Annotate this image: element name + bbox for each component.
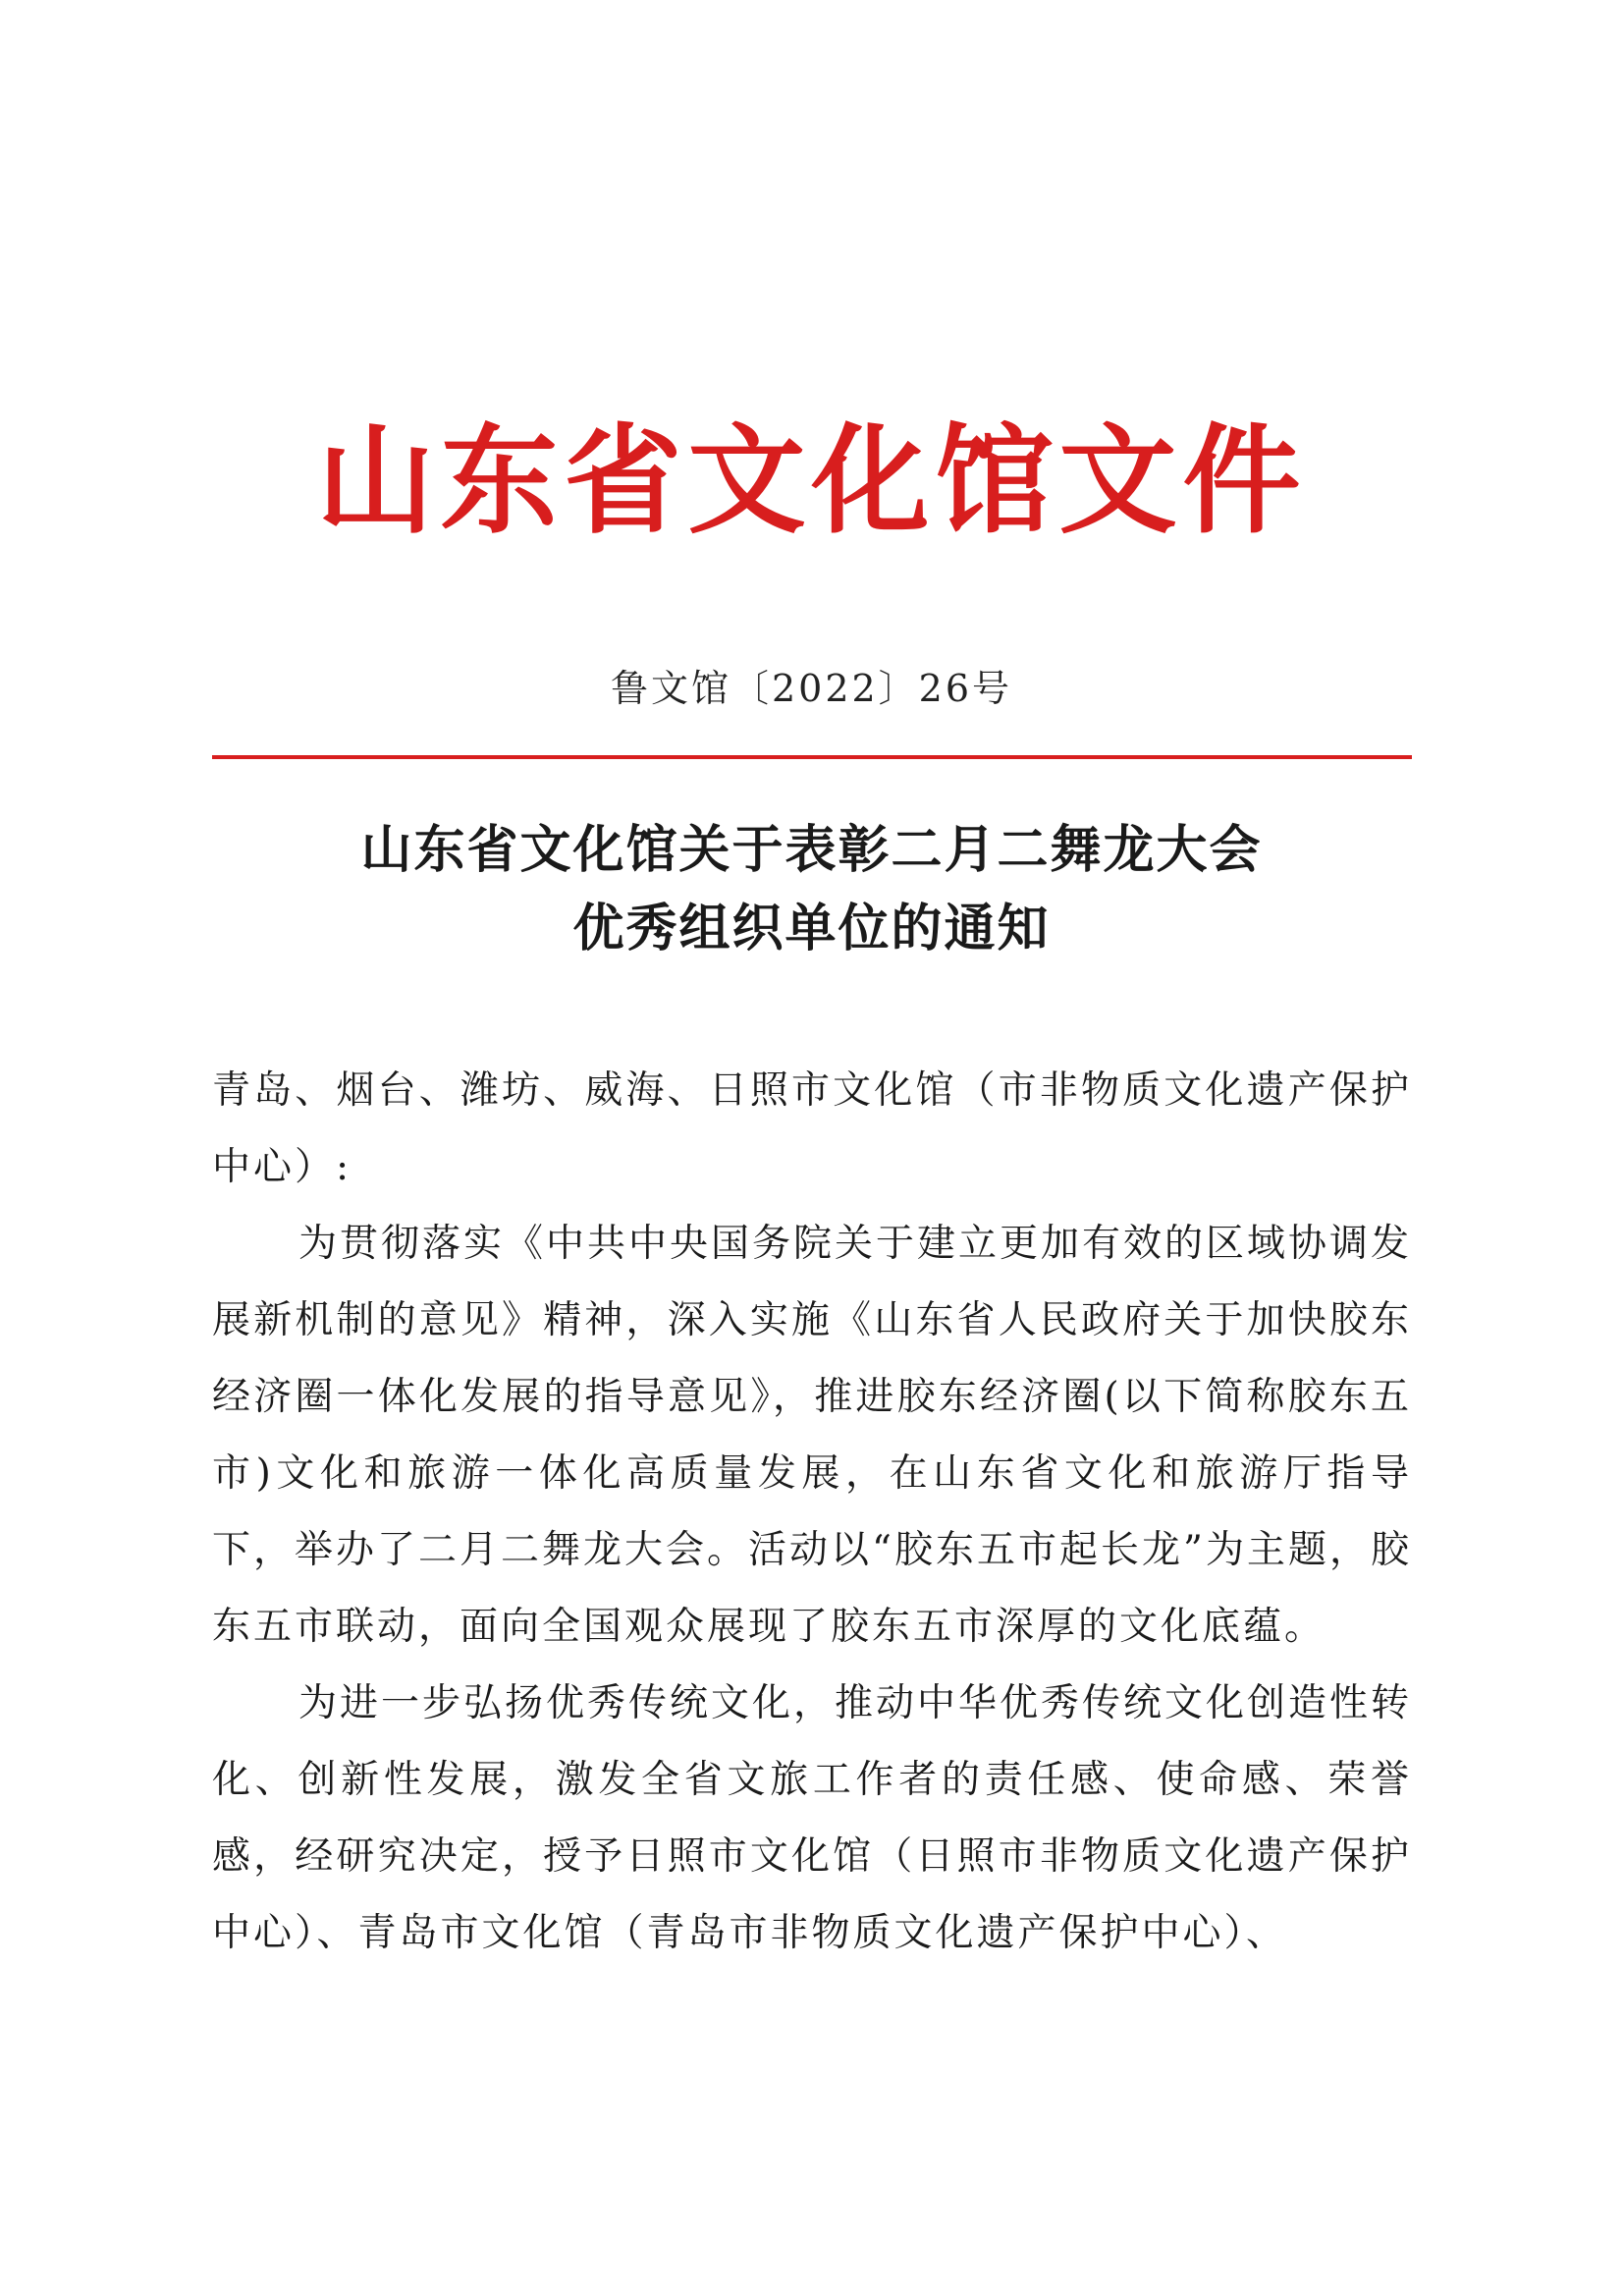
issuer-title: 山东省文化馆文件 — [316, 411, 1307, 550]
red-divider-line — [212, 755, 1412, 759]
body-paragraph-2: 为进一步弘扬优秀传统文化，推动中华优秀传统文化创造性转化、创新性发展，激发全省文旅工作者的责任感、使命感、荣誉感，经研究决定，授予日照市文化馆（日照市非物质文化遗产保护中心）、青岛市文化馆（青岛市非物质文化遗产保护中心）、 — [212, 1681, 1413, 1955]
addressee-paragraph: 青岛、烟台、潍坊、威海、日照市文化馆（市非物质文化遗产保护中心）: — [212, 1068, 1412, 1189]
notice-title-line-2: 优秀组织单位的通知 — [572, 899, 1051, 958]
notice-body — [212, 1053, 1412, 1972]
notice-title — [0, 811, 1623, 968]
document-number: 鲁文馆〔2022〕26号 — [610, 667, 1013, 710]
body-paragraph-1: 为贯彻落实《中共中央国务院关于建立更加有效的区域协调发展新机制的意见》精神，深入实施《山东省人民政府关于加快胶东经济圈一体化发展的指导意见》，推进胶东经济圈(以下简称胶东五市)文化和旅游一体化高质量发展，在山东省文化和旅游厅指导下，举办了二月二舞龙大会。活动以“胶东五市起长龙”为主题，胶东五市联动，面向全国观众展现了胶东五市深厚的文化底蕴。 — [212, 1222, 1413, 1649]
notice-title-line-1: 山东省文化馆关于表彰二月二舞龙大会 — [360, 820, 1263, 880]
